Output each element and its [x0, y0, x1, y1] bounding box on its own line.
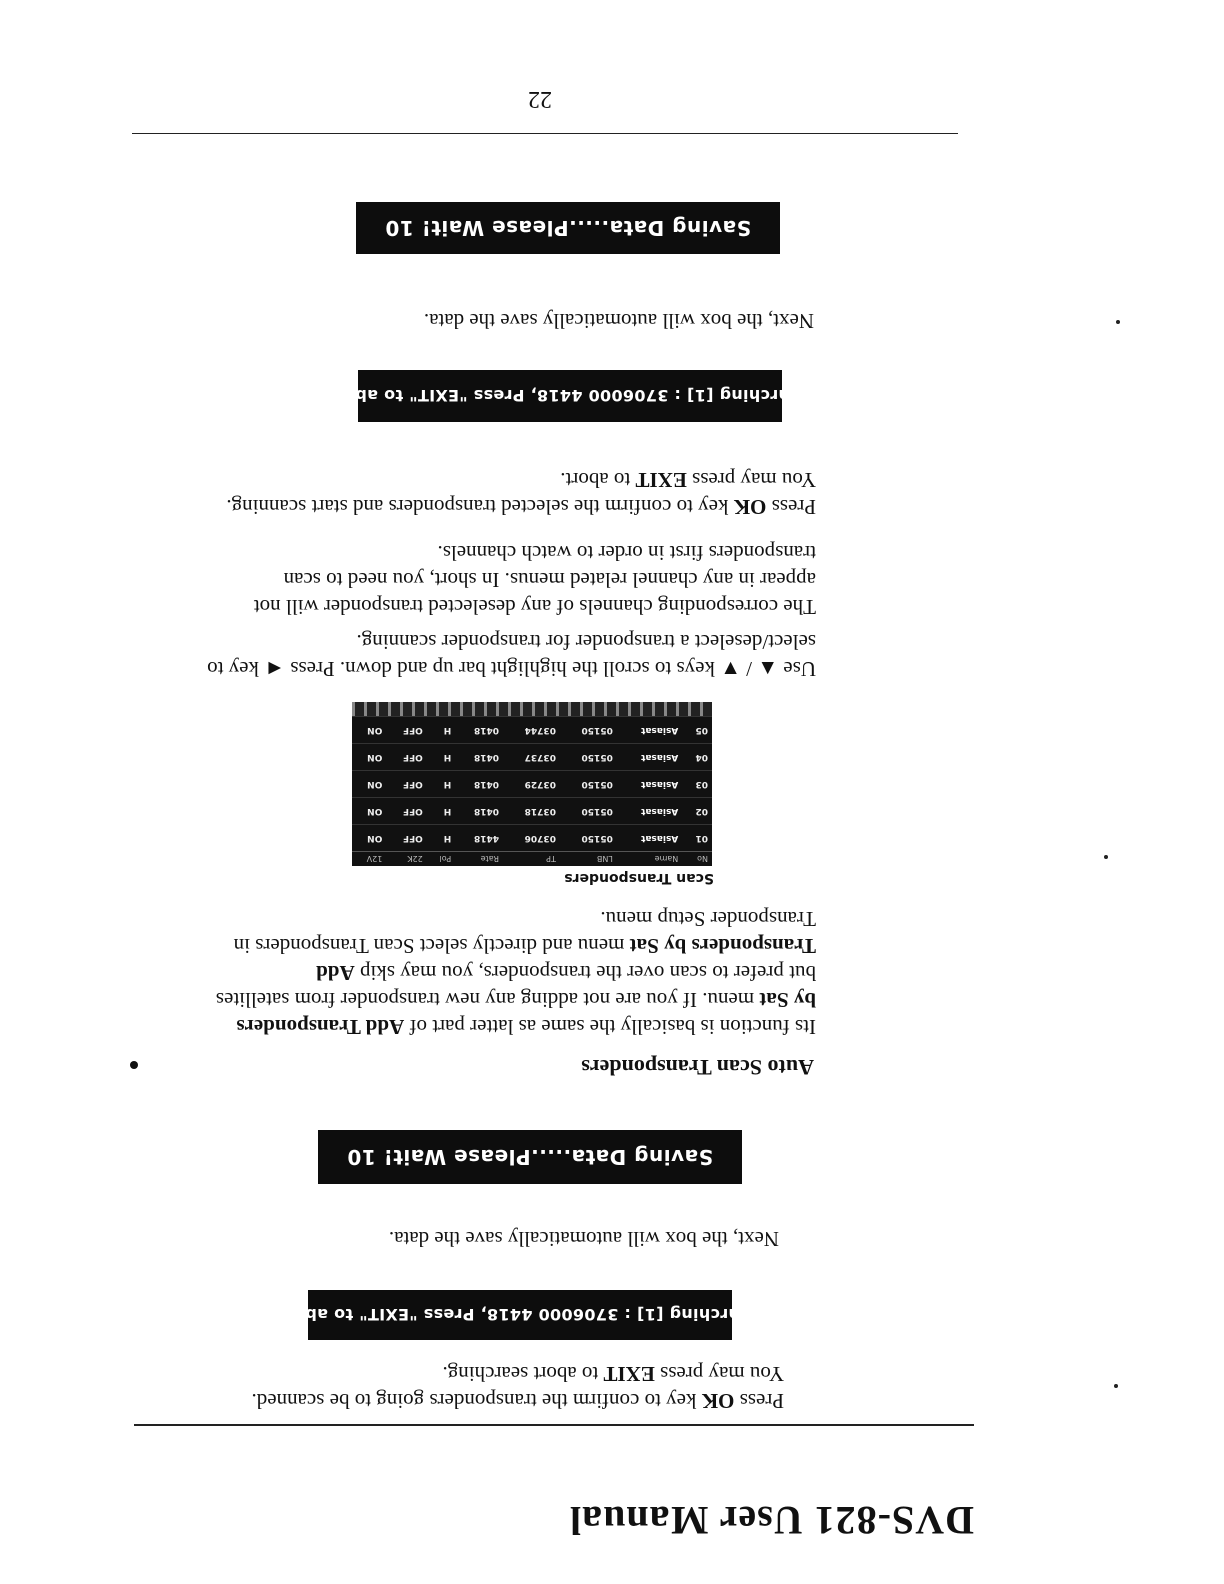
autosave-note: Next, the box will automatically save the data. [388, 1227, 779, 1251]
scan-screen-key-bar [352, 702, 712, 716]
scan-screen-title: Scan Transponders [564, 870, 714, 886]
page-title: DVS-821 User Manual [569, 1498, 974, 1543]
scan-speck [1104, 855, 1108, 859]
cell-lnb: 05150 [560, 825, 617, 852]
column-header: LNB [560, 852, 617, 867]
scan-speck [1114, 1384, 1118, 1388]
cell-22k: OFF [386, 717, 426, 744]
intro-paragraph: Its function is basically the same as latter part of Add Transponders by Sat menu. If you are not adding any new transponder from satellites but prefer to scan over the transponders, you may skip Add Transponders by Sat menu and directly select Scan Transponders in Transponder Setup menu. [215, 907, 816, 1039]
cell-lnb: 05150 [560, 744, 617, 771]
cell-lnb: 05150 [560, 717, 617, 744]
cell-pol: H [427, 771, 455, 798]
cell-no: 03 [682, 771, 712, 798]
table-header-row [352, 852, 712, 867]
column-header: 12V [352, 852, 386, 867]
navigation-paragraph: Use ▲ / ▼ keys to scroll the highlight bar up and down. Press ◄ key to select/deselect a transponder for transponder scanning. [207, 630, 816, 681]
table-row[interactable] [352, 744, 712, 771]
table-row[interactable] [352, 825, 712, 852]
cell-22k: OFF [386, 744, 426, 771]
page-number: 22 [528, 86, 552, 112]
column-header: Rate [455, 852, 503, 867]
cell-12v: ON [352, 744, 386, 771]
column-header: TP [503, 852, 560, 867]
cell-12v: ON [352, 798, 386, 825]
cell-12v: ON [352, 717, 386, 744]
confirm-paragraph: Press OK key to confirm the transponders going to be scanned. You may press EXIT to abort searching. [251, 1362, 784, 1413]
table-row[interactable] [352, 771, 712, 798]
cell-rate: 0418 [455, 798, 503, 825]
cell-tp: 03706 [503, 825, 560, 852]
saving-banner-2: Saving Data.....Please Wait! 10 [356, 202, 780, 254]
cell-tp: 03718 [503, 798, 560, 825]
searching-banner: Searching [1] : 3706000 4418, Press "EXIT" to abort [308, 1290, 732, 1340]
column-header: 22K [386, 852, 426, 867]
cell-pol: H [427, 825, 455, 852]
cell-tp: 03744 [503, 717, 560, 744]
cell-tp: 03737 [503, 744, 560, 771]
cell-pol: H [427, 717, 455, 744]
column-header: Pol [427, 852, 455, 867]
cell-pol: H [427, 798, 455, 825]
table-row[interactable] [352, 798, 712, 825]
column-header: No [682, 852, 712, 867]
cell-12v: ON [352, 771, 386, 798]
header-rule [134, 1424, 974, 1426]
saving-banner: Saving Data.....Please Wait! 10 [318, 1130, 742, 1184]
section-heading: Auto Scan Transponders [581, 1055, 814, 1080]
cell-no: 01 [682, 825, 712, 852]
cell-name: Asiasat [617, 825, 682, 852]
deselect-paragraph: The corresponding channels of any deselected transponder will not appear in any channel related menus. In short, you need to scan transponders first in order to watch channels. [253, 541, 816, 619]
footer-rule [132, 133, 958, 134]
cell-name: Asiasat [617, 744, 682, 771]
start-scan-paragraph: Press OK key to confirm the selected transponders and start scanning. You may press EXIT to abort. [226, 468, 816, 519]
cell-no: 05 [682, 717, 712, 744]
cell-pol: H [427, 744, 455, 771]
cell-tp: 03729 [503, 771, 560, 798]
cell-rate: 0418 [455, 744, 503, 771]
cell-rate: 0418 [455, 717, 503, 744]
cell-lnb: 05150 [560, 771, 617, 798]
cell-lnb: 05150 [560, 798, 617, 825]
table-row[interactable] [352, 717, 712, 744]
cell-no: 02 [682, 798, 712, 825]
bullet-icon [130, 1061, 138, 1069]
cell-22k: OFF [386, 771, 426, 798]
cell-name: Asiasat [617, 798, 682, 825]
autosave-note-2: Next, the box will automatically save the data. [423, 309, 814, 333]
scan-speck [1116, 320, 1120, 324]
cell-22k: OFF [386, 798, 426, 825]
cell-rate: 4418 [455, 825, 503, 852]
column-header: Name [617, 852, 682, 867]
cell-22k: OFF [386, 825, 426, 852]
cell-name: Asiasat [617, 771, 682, 798]
cell-name: Asiasat [617, 717, 682, 744]
cell-rate: 0418 [455, 771, 503, 798]
scan-transponders-table [352, 716, 712, 866]
searching-banner-2: Searching [1] : 3706000 4418, Press "EXIT" to abort [358, 370, 782, 422]
cell-12v: ON [352, 825, 386, 852]
cell-no: 04 [682, 744, 712, 771]
